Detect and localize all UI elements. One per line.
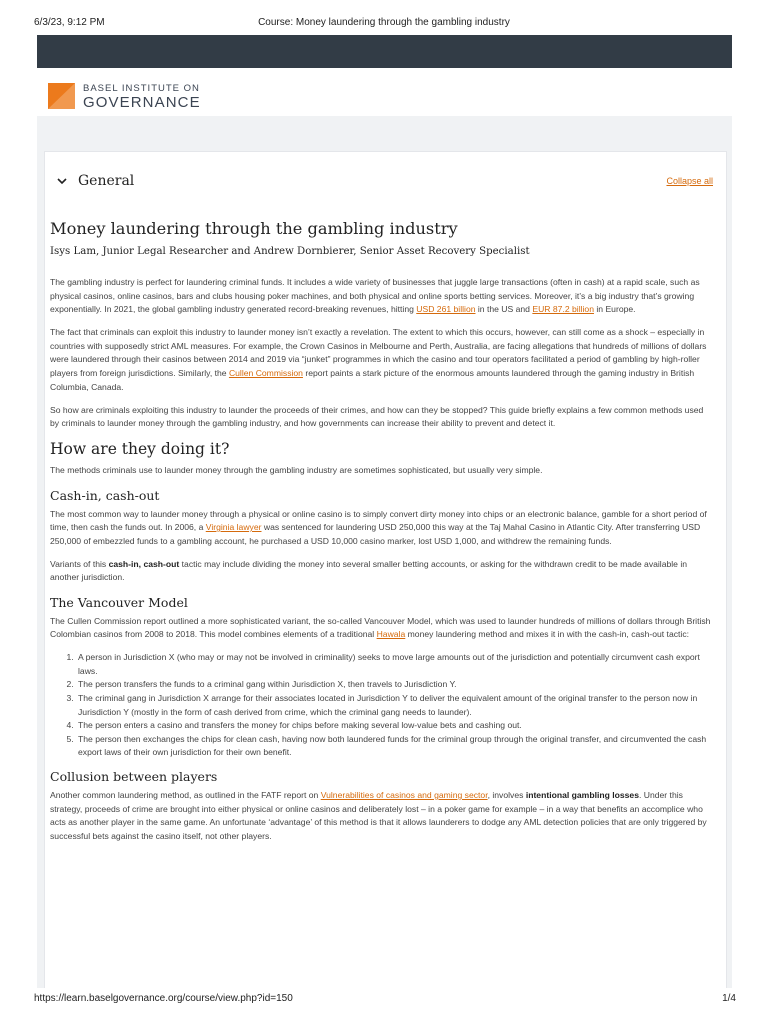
text: Another common laundering method, as outlined in the FATF report on	[50, 789, 321, 800]
link-fatf-vulnerabilities[interactable]: Vulnerabilities of casinos and gaming sector	[320, 789, 488, 800]
text: The most common way to launder money through a physical or online casino is to simply convert dirty money into chips or an electronic balance, gamble for a short period of time, then cash the funds out. In 2006, a	[50, 508, 707, 533]
heading-cash-in-cash-out: Cash-in, cash-out	[50, 487, 160, 503]
text: was sentenced for laundering USD 250,000 this way at the Taj Mahal Casino in Atlantic City. After transferring USD 250,000 of embezzled funds to a gambling account, he purchased a USD 10,000 casino marker, lost USD 1,000, and withdrew the remaining funds.	[50, 522, 701, 546]
paragraph-vancouver	[50, 615, 714, 642]
print-header	[0, 0, 768, 32]
logo-mark-icon	[48, 83, 75, 109]
paragraph-intro	[50, 276, 714, 317]
text: money laundering method and mixes it in with the cash-in, cash-out tactic:	[405, 629, 690, 640]
article-title: Money laundering through the gambling industry	[50, 219, 458, 238]
text: tactic may include dividing the money into several smaller betting accounts, or asking for the withdrawn credit to be made available in another jurisdiction.	[50, 558, 688, 583]
link-cullen-commission[interactable]: Cullen Commission	[228, 368, 303, 379]
bold-text: cash-in, cash-out	[108, 558, 180, 569]
text: Variants of this	[50, 558, 109, 569]
chevron-down-icon	[56, 175, 68, 187]
paragraph-guide: So how are criminals exploiting this industry to launder the proceeds of their crimes, and how can they be stopped? This guide briefly explains a few common methods used by criminals to launder money through the gambling industry, and how governments can increase their ability to prevent and detect it.	[50, 404, 704, 429]
text: The fact that criminals can exploit this industry to launder money isn’t exactly a revelation. The extent to which this occurs, however, can still come as a shock – especially in countries with supposedly strict AML measures. For example, the Crown Casinos in Melbourne and Perth, Australia, are facing allegations that hundreds of millions of dollars were laundered through their casinos between 2014 and 2019 via “junket” programmes in which the casino and tour operators facilitated a period of gambling by high-roller players from foreign jurisdictions. Similarly, the	[50, 327, 707, 379]
collapse-all-link[interactable]: Collapse all	[666, 176, 713, 186]
paragraph-collusion	[50, 789, 714, 843]
text: in Europe.	[593, 304, 636, 315]
text: The gambling industry is perfect for laundering criminal funds. It includes a wide variety of businesses that juggle large transactions (often in cash) at a rapid scale, such as physical casinos, online casinos, bars and clubs housing poker machines, and both physical and online sports betting services. Moreover, it’s a big industry that’s growing exponentially. In 2021, the global gambling industry generated record-breaking revenues, hitting	[50, 277, 700, 315]
print-date: 6/3/23, 9:12 PM	[34, 17, 105, 28]
text: report paints a stark picture of the enormous amounts laundered through the gaming industry in British Columbia, Canada.	[50, 368, 695, 392]
print-title: Course: Money laundering through the gambling industry	[258, 17, 510, 28]
print-url: https://learn.baselgovernance.org/course/view.php?id=150	[34, 993, 293, 1004]
list-item: 5. The person then exchanges the chips for clean cash, having now both laundered funds for the criminal group through the original transfer, and circumvented the cash export laws of their own jurisdiction for their own benefit.	[76, 733, 714, 760]
vancouver-steps-list	[76, 651, 714, 760]
top-navbar	[37, 35, 732, 68]
article-content	[50, 219, 714, 853]
text: in the US and	[475, 304, 533, 315]
print-page-number: 1/4	[722, 993, 736, 1004]
heading-how-doing-it: How are they doing it?	[50, 440, 230, 459]
heading-collusion: Collusion between players	[50, 768, 218, 784]
brand-header	[37, 68, 732, 116]
link-eur-87-billion[interactable]: EUR 87.2 billion	[532, 304, 594, 315]
paragraph-variants	[50, 558, 714, 585]
list-item: 1. A person in Jurisdiction X (who may or may not be involved in criminality) seeks to move large amounts out of the jurisdiction and potentially circumvent cash export laws.	[76, 651, 714, 678]
logo-text-line2: GOVERNANCE	[83, 94, 201, 111]
section-title: General	[78, 173, 135, 189]
text: . Under this strategy, proceeds of crime are brought into either physical or online casinos and deliberately lost – in a poker game for example – in a way that benefits an accomplice who acts as another player in the same game. An unfortunate ‘advantage’ of this method is that it allows launderers to dodge any AML detection policies that are only triggered by successful bets against the casino itself, not other players.	[50, 789, 707, 841]
list-item: 2. The person transfers the funds to a criminal gang within Jurisdiction X, then travels to Jurisdiction Y.	[76, 678, 714, 692]
article-authors: Isys Lam, Junior Legal Researcher and Andrew Dornbierer, Senior Asset Recovery Specialist	[50, 246, 530, 257]
link-hawala[interactable]: Hawala	[376, 629, 406, 640]
list-item: 3. The criminal gang in Jurisdiction X arrange for their associates located in Jurisdiction Y to deliver the equivalent amount of the original transfer to the person now in Jurisdiction Y (mostly in the form of cash derived from crime, which the criminal gang needs to launder).	[76, 692, 714, 719]
section-toggle[interactable]	[56, 171, 134, 191]
text: The Cullen Commission report outlined a more sophisticated variant, the so-called Vancouver Model, which was used to launder hundreds of millions of dollars through British Colombian casinos from 2008 to 2018. This model combines elements of a traditional	[50, 615, 711, 640]
paragraph-revelation	[50, 326, 714, 394]
list-item: 4. The person enters a casino and transfers the money for chips before making several low-value bets and cashing out.	[76, 719, 714, 733]
heading-vancouver-model: The Vancouver Model	[50, 594, 188, 610]
bold-text: intentional gambling losses	[525, 789, 639, 800]
link-virginia-lawyer[interactable]: Virginia lawyer	[205, 522, 262, 533]
paragraph-methods: The methods criminals use to launder money through the gambling industry are sometimes sophisticated, but usually very simple.	[50, 465, 543, 476]
link-usd-261-billion[interactable]: USD 261 billion	[416, 304, 476, 315]
paragraph-cash-in	[50, 508, 714, 549]
text: , involves	[487, 789, 526, 800]
logo-text-line1: BASEL INSTITUTE ON	[83, 83, 200, 94]
